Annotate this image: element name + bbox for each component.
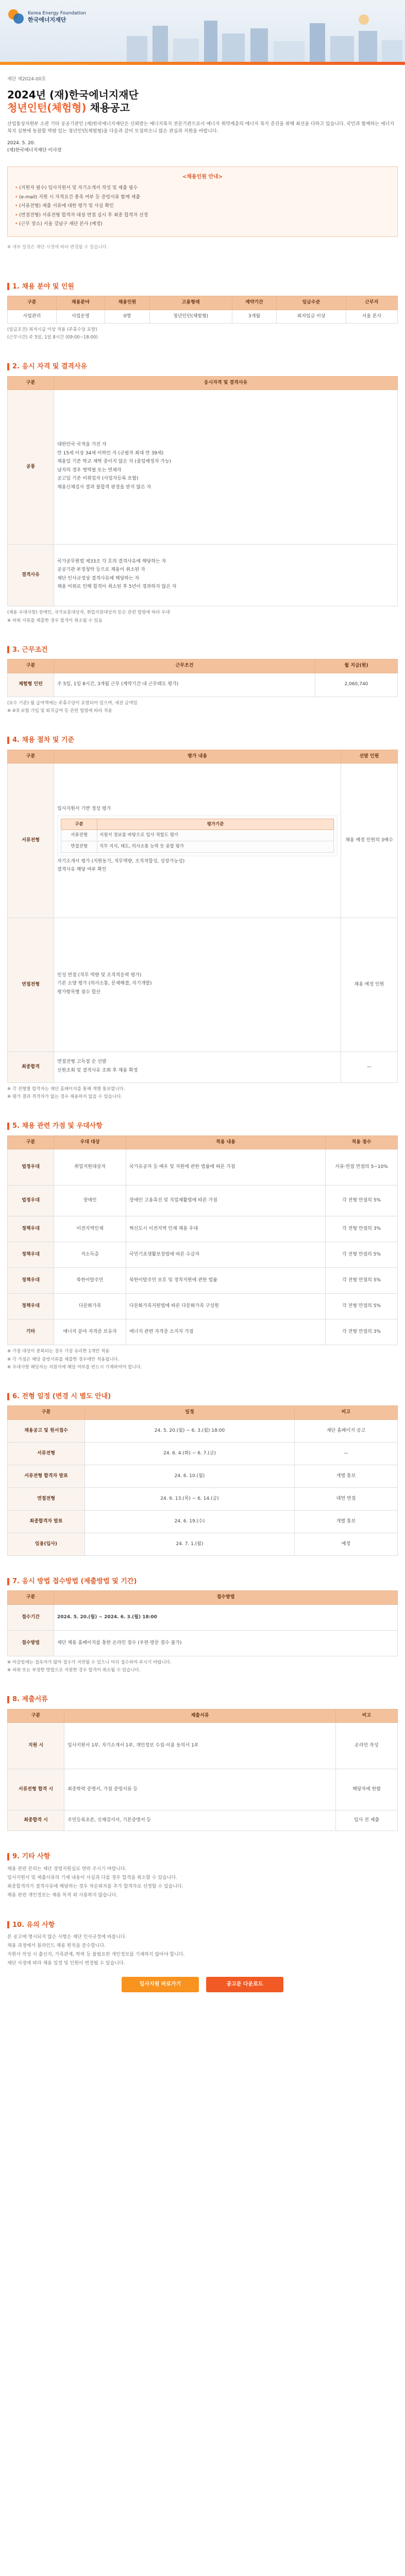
note-line: ※ 우대사항 해당자는 지원서에 해당 여부를 반드시 기재하여야 합니다. [7,1364,142,1370]
section-title: 10. 유의 사항 [12,1921,55,1929]
table-cell: 24. 7. 1.(월) [85,1533,295,1555]
table-cell: — [341,1052,398,1083]
section-marker-icon [7,646,9,653]
row-label: 임용(입사) [8,1533,85,1555]
table-cell: 국가유공자 등 예우 및 지원에 관한 법률에 따른 가점 [126,1149,326,1185]
table-cell: 에너지 관련 자격증 소지자 가점 [126,1319,326,1345]
section-conditions [7,645,398,715]
procedure-table [7,750,398,1083]
table-row [8,1630,398,1656]
table-cell: 북한이탈주민 보호 및 정착지원에 관한 법률 [126,1268,326,1294]
col-header: 근무조건 [54,659,315,673]
table-cell: 최종학력 증명서, 가점 증빙서류 등 [64,1769,336,1810]
table-row [8,310,398,324]
summary-item: • (서류전형) 제출 서류에 대한 평가 및 사실 확인 [15,203,390,210]
col-header: 비고 [295,1406,398,1420]
table-cell: 북한이탈주민 [54,1268,126,1294]
section-title: 6. 전형 일정 (변경 시 별도 안내) [12,1392,111,1400]
logo-mark-icon [7,8,25,26]
section-title: 5. 채용 관련 가점 및 우대사항 [12,1122,103,1130]
logo-org-en: Korea Energy Foundation [28,11,86,16]
section-title: 3. 근무조건 [12,646,48,654]
col-header: 응시자격 및 결격사유 [54,376,398,390]
table-row [8,545,398,606]
col-header: 임금수준 [277,296,346,310]
cell-line: 만 15세 이상 34세 이하인 자 (군필자 최대 만 39세) [57,450,164,456]
note-line: ※ 마감일에는 접속자가 많아 접수가 지연될 수 있으니 미리 접수하여 주시기 바랍니다. [7,1659,172,1665]
section-notes [7,1348,398,1371]
cell-line: 신원조회 및 결격사유 조회 후 채용 확정 [57,1067,138,1073]
note-line: (근무시간) 주 5일, 1일 8시간 (09:00~18:00) [7,335,98,341]
section-notes [7,1659,398,1674]
note-line: (임금조건) 최저시급 이상 적용 (주휴수당 포함) [7,327,97,333]
section-marker-icon [7,1696,9,1703]
section-notes [7,1086,398,1100]
table-row [8,1604,398,1630]
note-line: ※ 허위 서류를 제출한 경우 합격이 취소될 수 있음 [7,618,103,623]
table-cell: 혁신도시 이전지역 인재 채용 우대 [126,1216,326,1242]
table-cell: 24. 6. 10.(월) [85,1465,295,1487]
summary-item: • (근무 장소) 서울 강남구 재단 본사 (예정) [15,221,390,228]
section-marker-icon [7,1853,9,1860]
note-line: ※ 각 가점은 해당 증빙서류를 제출한 경우에만 적용됩니다. [7,1357,120,1362]
col-header: 제출서류 [64,1709,336,1723]
cell-line: 자기소개서 평가 (지원동기, 직무역량, 조직적합성, 성장가능성) [57,858,185,864]
table-cell: 사업관리 [8,310,57,324]
section-marker-icon [7,1123,9,1130]
cell-line: 채용 비위로 인해 합격이 취소된 후 5년이 경과하지 않은 자 [57,584,177,590]
table-cell: 2,060,740 [315,673,398,697]
table-cell: — [295,1442,398,1465]
summary-item: • (면접전형) 서류전형 합격자 대상 면접 실시 후 최종 합격자 선정 [15,212,390,219]
section-notes [7,609,398,624]
cell-line: 인성 면접 (직무 역량 및 조직적응력 평가) [57,972,142,978]
table-cell: 채용 예정 인원의 3배수 [341,764,398,918]
cautions-list [7,1934,398,1968]
row-label: 서류전형 합격자 발표 [8,1465,85,1487]
col-header: 일정 [85,1406,295,1420]
table-cell: 해당자에 한함 [336,1769,398,1810]
intro-body: 산업통상자원부 소관 기타 공공기관인 (재)한국에너지재단은 신뢰받는 에너지복지 전문기관으로서 에너지 취약계층의 에너지 복지 증진을 위해 최선을 다하고 있습니다. 국민과 함께하는 에너지복지 실현에 동참할 역량 있는 청년인턴(체험형)을 다음과 같이 모집하오니 많은 관심과 지원을 바랍니다. [7,121,395,134]
section-marker-icon [7,1393,9,1400]
table-row [8,1052,398,1083]
preferences-table [7,1136,398,1346]
list-item: 지원서 작성 시 출신지, 가족관계, 학력 등 불필요한 개인정보를 기재하지 않아야 합니다. [7,1952,185,1957]
section-notes [7,700,398,715]
table-cell: 면접전형 [61,841,97,853]
row-label: 최종합격자 발표 [8,1510,85,1533]
table-row [61,841,334,853]
table-cell: 0명 [105,310,150,324]
col-header: 구분 [8,659,54,673]
table-cell: 이전지역인재 [54,1216,126,1242]
table-row [8,1442,398,1465]
col-header: 고용형태 [149,296,232,310]
page-title-line2 [7,101,398,114]
section-title: 2. 응시 자격 및 결격사유 [12,363,88,371]
inner-criteria-table [61,819,334,853]
row-label: 채용공고 및 원서접수 [8,1419,85,1442]
row-label: 지원 시 [8,1723,64,1769]
table-cell [54,1052,341,1083]
section-marker-icon [7,283,9,290]
row-label: 최종합격 [8,1052,54,1083]
col-header: 구분 [8,1406,85,1420]
page-title-line1: 2024년 (재)한국에너지재단 [7,88,139,101]
col-header: 적용 점수 [326,1136,398,1149]
table-cell: 개별 통보 [295,1510,398,1533]
row-label: 서류전형 [8,764,54,918]
cell-line: 채용일 기준 학교 재학 중이지 않은 자 (졸업예정자 가능) [57,459,172,465]
table-cell: 각 전형 만점의 5% [326,1242,398,1268]
table-cell: 입사 전 제출 [336,1810,398,1831]
table-cell: 2024. 5. 20.(월) ~ 2024. 6. 3.(월) 18:00 [54,1604,398,1630]
section-positions [7,282,398,342]
table-cell: 24. 5. 20.(월) ~ 6. 3.(월) 18:00 [85,1419,295,1442]
col-header: 채용분야 [56,296,105,310]
cell-line: 입사지원서 기반 정성 평가 [57,806,111,812]
table-row [8,1242,398,1268]
list-item: 입사지원서 및 제출서류의 기재 내용이 사실과 다를 경우 합격을 취소할 수 있습니다. [7,1875,177,1880]
list-item: 재단 사정에 따라 채용 일정 및 인원이 변경될 수 있습니다. [7,1960,125,1966]
table-cell: 각 전형 만점의 5% [326,1294,398,1319]
col-header: 평가기준 [97,819,334,830]
table-cell: 주민등록초본, 신체검사서, 기본증명서 등 [64,1810,336,1831]
table-cell: 저소득층 [54,1242,126,1268]
title-rest: 채용공고 [86,101,130,114]
table-row [8,764,398,918]
table-cell: 에너지 분야 자격증 보유자 [54,1319,126,1345]
apply-button[interactable]: 입사지원 바로가기 [122,1977,199,1992]
intro-org-sign: (재)한국에너지재단 이사장 [7,147,62,153]
table-cell: 다문화가족지원법에 따른 다문화가족 구성원 [126,1294,326,1319]
action-buttons [0,1977,405,1992]
note-line: ※ 4대 보험 가입 및 퇴직급여 등 관련 법령에 따라 적용 [7,708,112,714]
section-marker-icon [7,737,9,744]
table-cell: 24. 6. 19.(수) [85,1510,295,1533]
note-line: (보수 기준) 월 급여액에는 주휴수당이 포함되어 있으며, 세전 금액임 [7,700,138,706]
row-label: 최종합격 시 [8,1810,64,1831]
col-header: 평가 내용 [54,750,341,764]
table-row [8,918,398,1052]
table-row [8,1419,398,1442]
col-header: 근무지 [346,296,397,310]
table-row [8,1216,398,1242]
table-cell: 사업운영 [56,310,105,324]
table-row [61,830,334,841]
table-cell: 서류·면접 만점의 5~10% [326,1149,398,1185]
cell-line: 결격사유 해당 여부 확인 [57,867,107,873]
row-label: 서류전형 [8,1442,85,1465]
section-marker-icon [7,363,9,370]
header-banner [0,0,405,62]
table-cell: 직무 지식, 태도, 의사소통 능력 등 종합 평가 [97,841,334,853]
summary-foot: ※ 세부 일정은 재단 사정에 따라 변경될 수 있습니다. [7,244,108,250]
logo-org-kr: 한국에너지재단 [28,16,66,23]
row-label: 접수방법 [8,1630,54,1656]
table-cell: 지원서 정보를 바탕으로 입사 적합도 평가 [97,830,334,841]
note-line: ※ 가점 대상이 중복되는 경우 가장 유리한 1개만 적용 [7,1349,110,1354]
table-row [8,1533,398,1555]
row-label: 정책우대 [8,1216,54,1242]
table-cell: 각 전형 만점의 5% [326,1185,398,1216]
col-header: 구분 [8,376,54,390]
table-cell: 최저임금 이상 [277,310,346,324]
list-item: 채용 관련 개인정보는 채용 목적 외 사용하지 않습니다. [7,1892,118,1898]
section-title: 8. 제출서류 [12,1696,48,1704]
table-cell: 온라인 작성 [336,1723,398,1769]
table-cell: 장애인 고용촉진 및 직업재활법에 따른 가점 [126,1185,326,1216]
summary-title: <채용인원 안내> [182,174,223,180]
intro [0,65,405,159]
summary-item: • (e-mail) 지원 시 자격요건 충족 여부 등 증빙서류 함께 제출 [15,194,390,201]
table-cell: 24. 6. 4.(화) ~ 6. 7.(금) [85,1442,295,1465]
col-header: 채용인원 [105,296,150,310]
table-cell: 국민기초생활보장법에 따른 수급자 [126,1242,326,1268]
summary-box [7,166,398,237]
note-line: ※ 평가 결과 적격자가 없는 경우 채용하지 않을 수 있습니다. [7,1094,122,1100]
col-header: 계약기간 [232,296,277,310]
row-label: 결격사유 [8,545,54,606]
eligibility-table [7,376,398,607]
cell-line: 공고일 기준 미취업자 (사업자등록 포함) [57,476,139,482]
col-header: 구분 [8,750,54,764]
col-header: 구분 [8,1136,54,1149]
section-notes [7,327,398,341]
list-item: 채용 관련 문의는 재단 경영지원실로 연락 주시기 바랍니다. [7,1866,127,1872]
table-cell: 입사지원서 1부, 자기소개서 1부, 개인정보 수집·이용 동의서 1부 [64,1723,336,1769]
table-cell [54,764,341,918]
table-row [8,1294,398,1319]
row-label: 서류전형 합격 시 [8,1769,64,1810]
cell-line: 대한민국 국적을 가진 자 [57,442,107,448]
section-schedule [7,1392,398,1556]
row-label: 체험형 인턴 [8,673,54,697]
list-item: 본 공고에 명시되지 않은 사항은 재단 인사규정에 따릅니다. [7,1935,127,1940]
table-cell: 재단 채용 홈페이지를 통한 온라인 접수 (우편·방문 접수 불가) [54,1630,398,1656]
inner-criteria-box [57,815,338,856]
cell-line: 공공기관 부정청탁 등으로 채용이 취소된 자 [57,567,145,573]
table-row [8,1810,398,1831]
col-header: 적용 내용 [126,1136,326,1149]
row-label: 법정우대 [8,1149,54,1185]
table-row [8,390,398,545]
section-title: 7. 응시 방법 접수방법 (제출방법 및 기간) [12,1577,137,1585]
row-label: 정책우대 [8,1268,54,1294]
table-cell: 청년인턴(체험형) [149,310,232,324]
summary-item: • (지원자 필수) 입사지원서 및 자기소개서 작성 및 제출 필수 [15,185,390,192]
cell-line: 기본 소양 평가 (의사소통, 문제해결, 자기개발) [57,981,152,987]
table-row [8,1268,398,1294]
table-cell: 3개월 [232,310,277,324]
section-preferences [7,1121,398,1371]
cell-line: 재단 인사규정상 결격사유에 해당하는 자 [57,575,140,581]
documents-table [7,1709,398,1832]
table-row [8,1487,398,1510]
table-cell: 각 전형 만점의 3% [326,1216,398,1242]
row-label: 면접전형 [8,1487,85,1510]
table-row [8,673,398,697]
section-application [7,1577,398,1674]
table-cell: 개별 통보 [295,1465,398,1487]
table-row [8,1723,398,1769]
logo [7,8,86,26]
table-cell: 다문화가족 [54,1294,126,1319]
cell-line: 평가항목별 점수 합산 [57,989,100,995]
section-title: 1. 채용 분야 및 인원 [12,282,74,291]
cell-line: 국가공무원법 제33조 각 호의 결격사유에 해당하는 자 [57,558,166,564]
col-header: 우대 대상 [54,1136,126,1149]
section-marker-icon [7,1921,9,1928]
intro-date: 2024. 5. 20. [7,141,36,146]
table-row [8,1149,398,1185]
col-header: 구분 [8,296,57,310]
etc-list [7,1866,398,1900]
section-title: 9. 기타 사항 [12,1853,50,1861]
list-item: 최종합격자가 결격사유에 해당하는 경우 차순위자를 추가 합격자로 선정할 수 있습니다. [7,1884,183,1889]
table-cell: 채용 예정 인원 [341,918,398,1052]
table-cell: 대면 면접 [295,1487,398,1510]
table-row [8,1319,398,1345]
section-cautions [7,1920,398,1968]
row-label: 법정우대 [8,1185,54,1216]
notice-number: 재단 제2024-00호 [7,77,46,82]
row-label: 면접전형 [8,918,54,1052]
table-cell: 취업지원대상자 [54,1149,126,1185]
section-eligibility [7,362,398,624]
cell-line: 면접전형 고득점 순 선발 [57,1059,107,1065]
note-line: ※ 허위 또는 부정한 방법으로 지원한 경우 합격이 취소될 수 있습니다. [7,1668,141,1673]
table-cell: 주 5일, 1일 8시간, 3개월 근무 (계약기간 내 근무태도 평가) [54,673,315,697]
table-cell [54,390,398,545]
row-label: 공통 [8,390,54,545]
row-label: 정책우대 [8,1294,54,1319]
table-cell: 예정 [295,1533,398,1555]
table-cell [54,545,398,606]
col-header: 구분 [8,1591,54,1605]
table-row [8,1185,398,1216]
col-header: 접수방법 [54,1591,398,1605]
section-title: 4. 채용 절차 및 기준 [12,736,74,744]
conditions-table [7,659,398,697]
application-table [7,1590,398,1656]
section-documents [7,1694,398,1831]
col-header: 월 지급(원) [315,659,398,673]
note-line: (채용 우대사항) 장애인, 국가보훈대상자, 취업지원대상자 등은 관련 법령에 따라 우대 [7,610,170,616]
cell-line: 채용신체검사 결과 불합격 판정을 받지 않은 자 [57,484,151,490]
col-header: 구분 [61,819,97,830]
col-header: 구분 [8,1709,64,1723]
table-row [8,1769,398,1810]
table-cell: 서울 본사 [346,310,397,324]
section-marker-icon [7,1578,9,1585]
table-cell: 각 전형 만점의 5% [326,1268,398,1294]
table-row [8,1465,398,1487]
row-label: 정책우대 [8,1242,54,1268]
col-header: 선발 인원 [341,750,398,764]
city-skyline-illustration [116,10,405,62]
table-cell: 장애인 [54,1185,126,1216]
note-line: ※ 각 전형별 합격자는 재단 홈페이지를 통해 개별 통보합니다. [7,1087,125,1092]
table-cell: 재단 홈페이지 공고 [295,1419,398,1442]
table-row [8,1510,398,1533]
schedule-table [7,1405,398,1556]
download-notice-button[interactable]: 공고문 다운로드 [206,1977,283,1992]
section-procedure [7,735,398,1100]
table-cell: 각 전형 만점의 3% [326,1319,398,1345]
col-header: 비고 [336,1709,398,1723]
table-cell: 24. 6. 13.(목) ~ 6. 14.(금) [85,1487,295,1510]
row-label: 접수기간 [8,1604,54,1630]
list-item: 채용 과정에서 블라인드 채용 원칙을 준수합니다. [7,1943,106,1948]
title-highlight: 청년인턴(체험형) [7,101,87,114]
section-etc [7,1852,398,1899]
cell-line: 남자의 경우 병역필 또는 면제자 [57,467,122,473]
positions-table [7,296,398,324]
row-label: 기타 [8,1319,54,1345]
table-cell: 서류전형 [61,830,97,841]
table-cell [54,918,341,1052]
